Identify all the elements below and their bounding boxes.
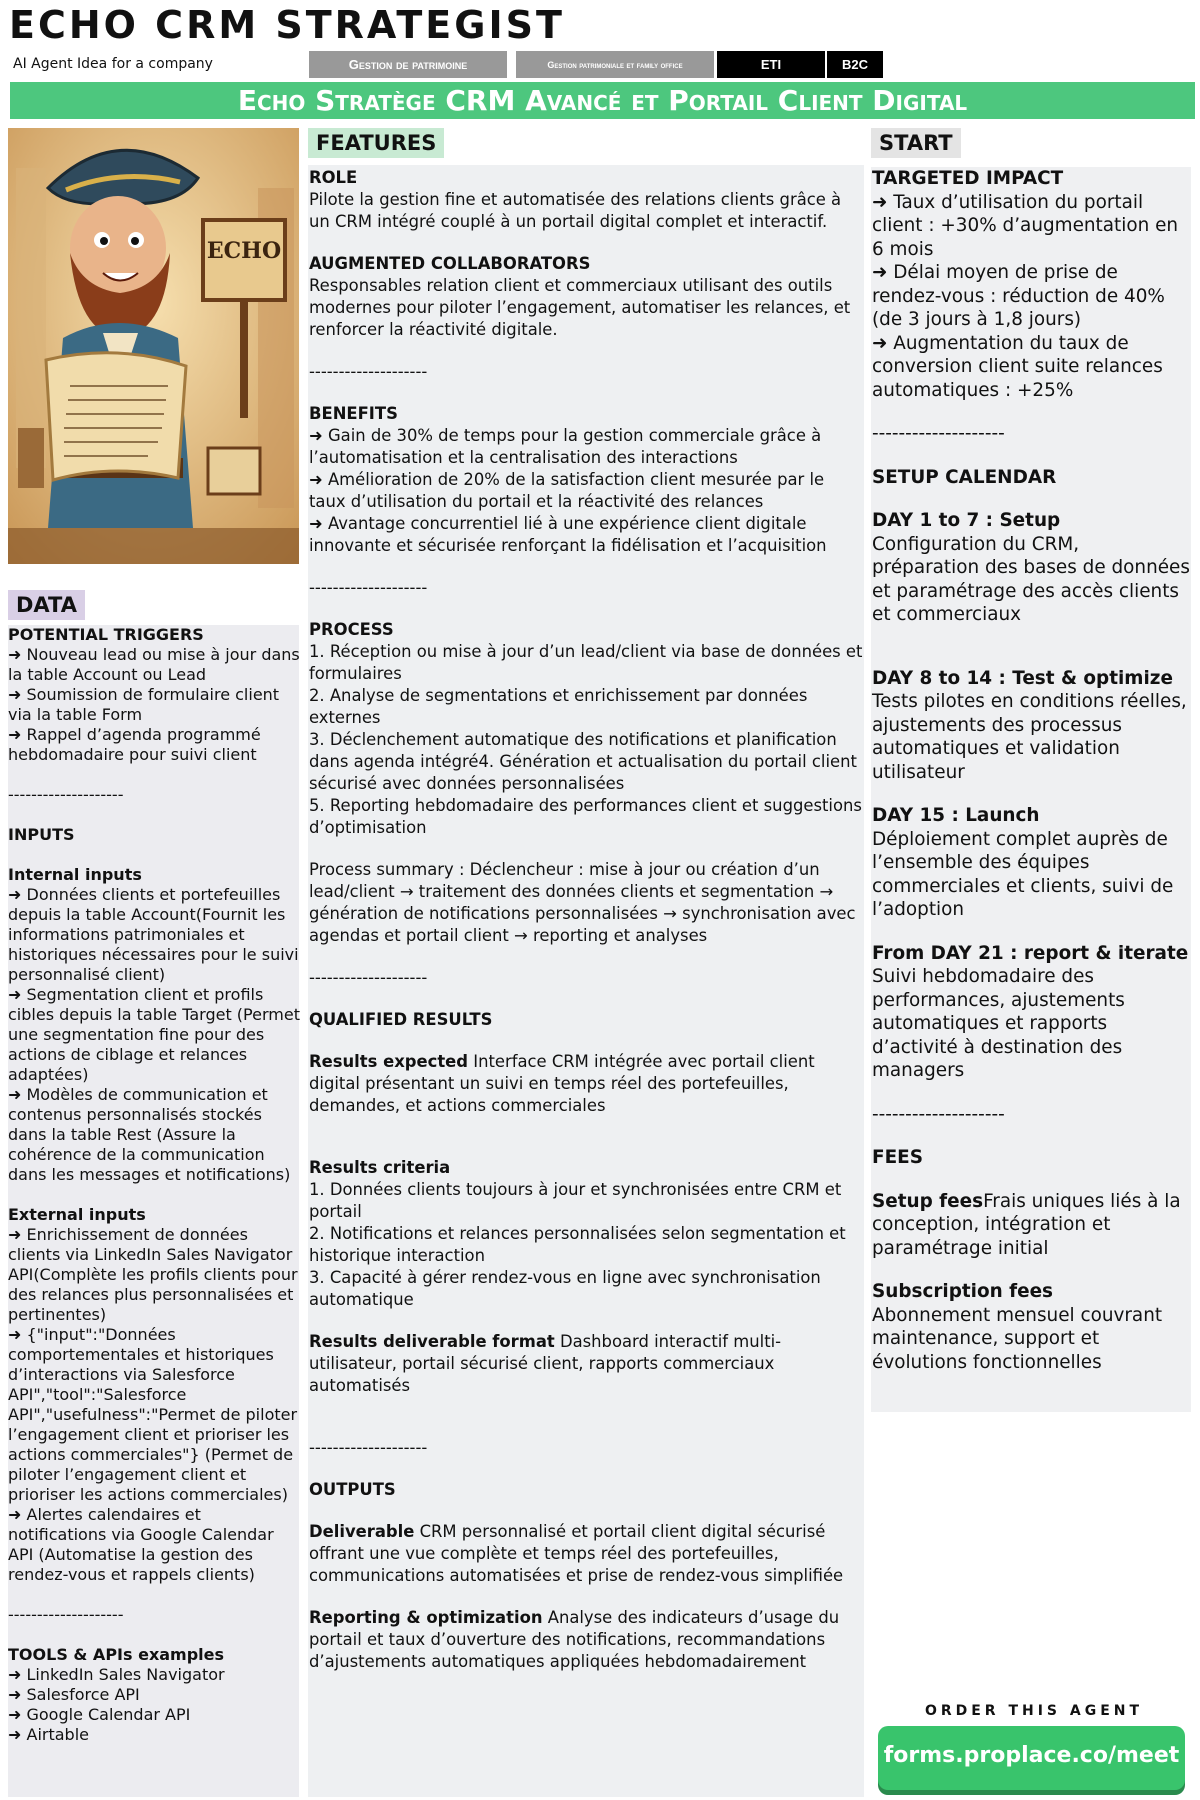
separator: -------------------- (309, 968, 428, 987)
setup-fees-label: Setup fees (872, 1190, 984, 1212)
process-step: 5. Reporting hebdomadaire des performances client et suggestions d’optimisation (309, 796, 862, 837)
results-criteria-heading: Results criteria (309, 1158, 451, 1177)
day-8-text: Tests pilotes en conditions réelles, ajustements des processus automatiques et validation utilisateur (872, 691, 1187, 783)
sign-text: ECHO (206, 238, 282, 264)
outputs-heading: OUTPUTS (309, 1480, 396, 1499)
separator: -------------------- (872, 1103, 1005, 1125)
process-heading: PROCESS (309, 620, 394, 639)
results-format-text: Dashboard interactif multi-utilisateur, portail sécurisé client, rapports commerciaux automatisés (309, 1332, 782, 1395)
internal-inputs-heading: Internal inputs (8, 865, 142, 884)
inputs-heading: INPUTS (8, 825, 75, 844)
process-summary: Process summary : Déclencheur : mise à jour ou création d’un lead/client → traitement des données clients et segmentation → génération de notifications personnalisées → synchronisation avec agendas et portail client → reporting et analyses (309, 860, 856, 945)
deliverable-text: CRM personnalisé et portail client digital sécurisé offrant une vue complète et temps réel des portefeuilles, communications automatisées et prise de rendez-vous simplifiée (309, 1522, 844, 1585)
tag-b2c: B2C (827, 51, 883, 78)
tag-gestion-de-patrimoine: Gestion de patrimoine (309, 51, 507, 78)
reporting (309, 1607, 863, 1673)
separator: -------------------- (309, 578, 428, 597)
trigger-item: ➜ Rappel d’agenda programmé hebdomadaire pour suivi client (8, 725, 261, 764)
criteria-item: 1. Données clients toujours à jour et synchronisées entre CRM et portail (309, 1180, 842, 1221)
deliverable (309, 1521, 863, 1587)
criteria-item: 2. Notifications et relances personnalisées selon segmentation et historique interaction (309, 1224, 846, 1265)
criteria-item: 3. Capacité à gérer rendez-vous en ligne avec synchronisation automatique (309, 1268, 821, 1309)
day-21-heading: From DAY 21 : report & iterate (872, 942, 1189, 964)
tool-item: ➜ Google Calendar API (8, 1705, 191, 1724)
impact-item: ➜ Taux d’utilisation du portail client : +30% d’augmentation en 6 mois (872, 191, 1179, 260)
day-21-text: Suivi hebdomadaire des performances, ajustements automatiques et rapports d’activité à destination des managers (872, 966, 1125, 1081)
collaborators-heading: AUGMENTED COLLABORATORS (309, 254, 591, 273)
process-step: 2. Analyse de segmentations et enrichissement par données externes (309, 686, 808, 727)
tag-family-office: Gestion patrimoniale et family office (516, 51, 714, 78)
external-inputs-heading: External inputs (8, 1205, 146, 1224)
impact-item: ➜ Délai moyen de prise de rendez-vous : réduction de 40% (de 3 jours à 1,8 jours) (872, 262, 1165, 330)
benefits-heading: BENEFITS (309, 404, 398, 423)
results-format (309, 1331, 863, 1397)
pirate-illustration (8, 128, 299, 564)
external-input-item: ➜ {"input":"Données comportementales et historiques d’interactions via Salesforce API","tool":"Salesforce API","usefulness":"Permet de piloter l’engagement client et prioriser les actions commerciales"} (Permet de piloter l’engagement client et prioriser les actions commerciales) (8, 1325, 298, 1504)
subscription-fees-heading: Subscription fees (872, 1281, 1054, 1302)
day-15-text: Déploiement complet auprès de l’ensemble des équipes commerciales et clients, suivi de l’adoption (872, 828, 1174, 920)
day-1-heading: DAY 1 to 7 : Setup (872, 510, 1061, 531)
tool-item: ➜ Airtable (8, 1725, 89, 1744)
setup-fees (872, 1190, 1192, 1261)
separator: -------------------- (309, 1438, 428, 1457)
results-expected (309, 1051, 863, 1117)
results-expected-label: Results expected (309, 1052, 469, 1071)
trigger-item: ➜ Nouveau lead ou mise à jour dans la table Account ou Lead (8, 645, 300, 684)
benefit-item: ➜ Amélioration de 20% de la satisfaction client mesurée par le taux d’utilisation du portail et la réactivité des relances (309, 470, 825, 511)
collaborators-text: Responsables relation client et commerciaux utilisant des outils modernes pour piloter l’engagement, automatiser les relances, et renforcer la réactivité digitale. (309, 276, 851, 339)
internal-input-item: ➜ Modèles de communication et contenus personnalisés stockés dans la table Rest (Assure la cohérence de la communication dans les messages et notifications) (8, 1085, 291, 1184)
internal-input-item: ➜ Segmentation client et profils cibles depuis la table Target (Permet une segmentation fine pour des actions de ciblage et relances adaptées) (8, 985, 300, 1084)
section-data-header: DATA (8, 590, 85, 620)
separator: -------------------- (8, 1605, 124, 1624)
fees-heading: FEES (872, 1147, 923, 1168)
impact-heading: TARGETED IMPACT (872, 168, 1064, 189)
process-step: 3. Déclenchement automatique des notifications et planification dans agenda intégré4. Génération et actualisation du portail client sécurisé avec données personnalisées (309, 730, 857, 793)
reporting-label: Reporting & optimization (309, 1608, 543, 1627)
external-input-item: ➜ Enrichissement de données clients via LinkedIn Sales Navigator API(Complète les profils clients pour des relances plus personnalisées et pertinentes) (8, 1225, 298, 1324)
setup-calendar-heading: SETUP CALENDAR (872, 466, 1057, 488)
tag-eti: ETI (717, 51, 825, 78)
deliverable-label: Deliverable (309, 1522, 415, 1541)
tool-item: ➜ Salesforce API (8, 1685, 140, 1704)
day-1-text: Configuration du CRM, préparation des bases de données et paramétrage des accès clients et commerciaux (872, 533, 1190, 625)
impact-item: ➜ Augmentation du taux de conversion client suite relances automatiques : +25% (872, 332, 1163, 401)
separator: -------------------- (309, 362, 428, 381)
tool-item: ➜ LinkedIn Sales Navigator (8, 1665, 225, 1684)
order-link-button[interactable]: forms.proplace.co/meet (878, 1726, 1185, 1790)
triggers-heading: POTENTIAL TRIGGERS (8, 625, 204, 644)
day-8-heading: DAY 8 to 14 : Test & optimize (872, 667, 1173, 689)
section-features-header: FEATURES (308, 128, 444, 158)
setup-fees-text: Frais uniques liés à la conception, intégration et paramétrage initial (872, 1190, 1181, 1259)
benefit-item: ➜ Avantage concurrentiel lié à une expérience client digitale innovante et sécurisée renforçant la fidélisation et l’acquisition (309, 514, 827, 555)
subscription-fees-text: Abonnement mensuel couvrant maintenance, support et évolutions fonctionnelles (872, 1304, 1163, 1373)
agent-title-banner: Echo Stratège CRM Avancé et Portail Client Digital (10, 82, 1195, 119)
results-format-label: Results deliverable format (309, 1332, 555, 1351)
start-column (872, 167, 1192, 1374)
app-subtitle: AI Agent Idea for a company (13, 56, 213, 72)
day-15-heading: DAY 15 : Launch (872, 805, 1040, 826)
role-text: Pilote la gestion fine et automatisée des relations clients grâce à un CRM intégré couplé à un portail digital complet et interactif. (309, 190, 842, 231)
qualified-results-heading: QUALIFIED RESULTS (309, 1010, 493, 1029)
benefit-item: ➜ Gain de 30% de temps pour la gestion commerciale grâce à l’automatisation et la centralisation des interactions (309, 426, 822, 467)
order-agent-label: ORDER THIS AGENT (924, 1703, 1144, 1719)
role-heading: ROLE (309, 168, 358, 187)
tools-heading: TOOLS & APIs examples (8, 1645, 225, 1664)
trigger-item: ➜ Soumission de formulaire client via la table Form (8, 685, 280, 724)
results-expected-text: Interface CRM intégrée avec portail client digital présentant un suivi en temps réel des portefeuilles, demandes, et actions commerciales (309, 1052, 815, 1115)
features-column (309, 167, 863, 1673)
external-input-item: ➜ Alertes calendaires et notifications via Google Calendar API (Automatise la gestion des rendez-vous et rappels clients) (8, 1505, 274, 1584)
process-step: 1. Réception ou mise à jour d’un lead/client via base de données et formulaires (309, 642, 863, 683)
separator: -------------------- (8, 785, 124, 804)
internal-input-item: ➜ Données clients et portefeuilles depuis la table Account(Fournit les informations patrimoniales et historiques nécessaires pour le suivi personnalisé client) (8, 885, 299, 984)
reporting-text: Analyse des indicateurs d’usage du portail et taux d’ouverture des notifications, recommandations d’ajustements automatiques appliquées hebdomadairement (309, 1608, 840, 1671)
data-column (8, 625, 300, 1745)
section-start-header: START (871, 128, 961, 158)
app-title: ECHO CRM STRATEGIST (9, 3, 565, 47)
separator: -------------------- (872, 423, 1005, 444)
